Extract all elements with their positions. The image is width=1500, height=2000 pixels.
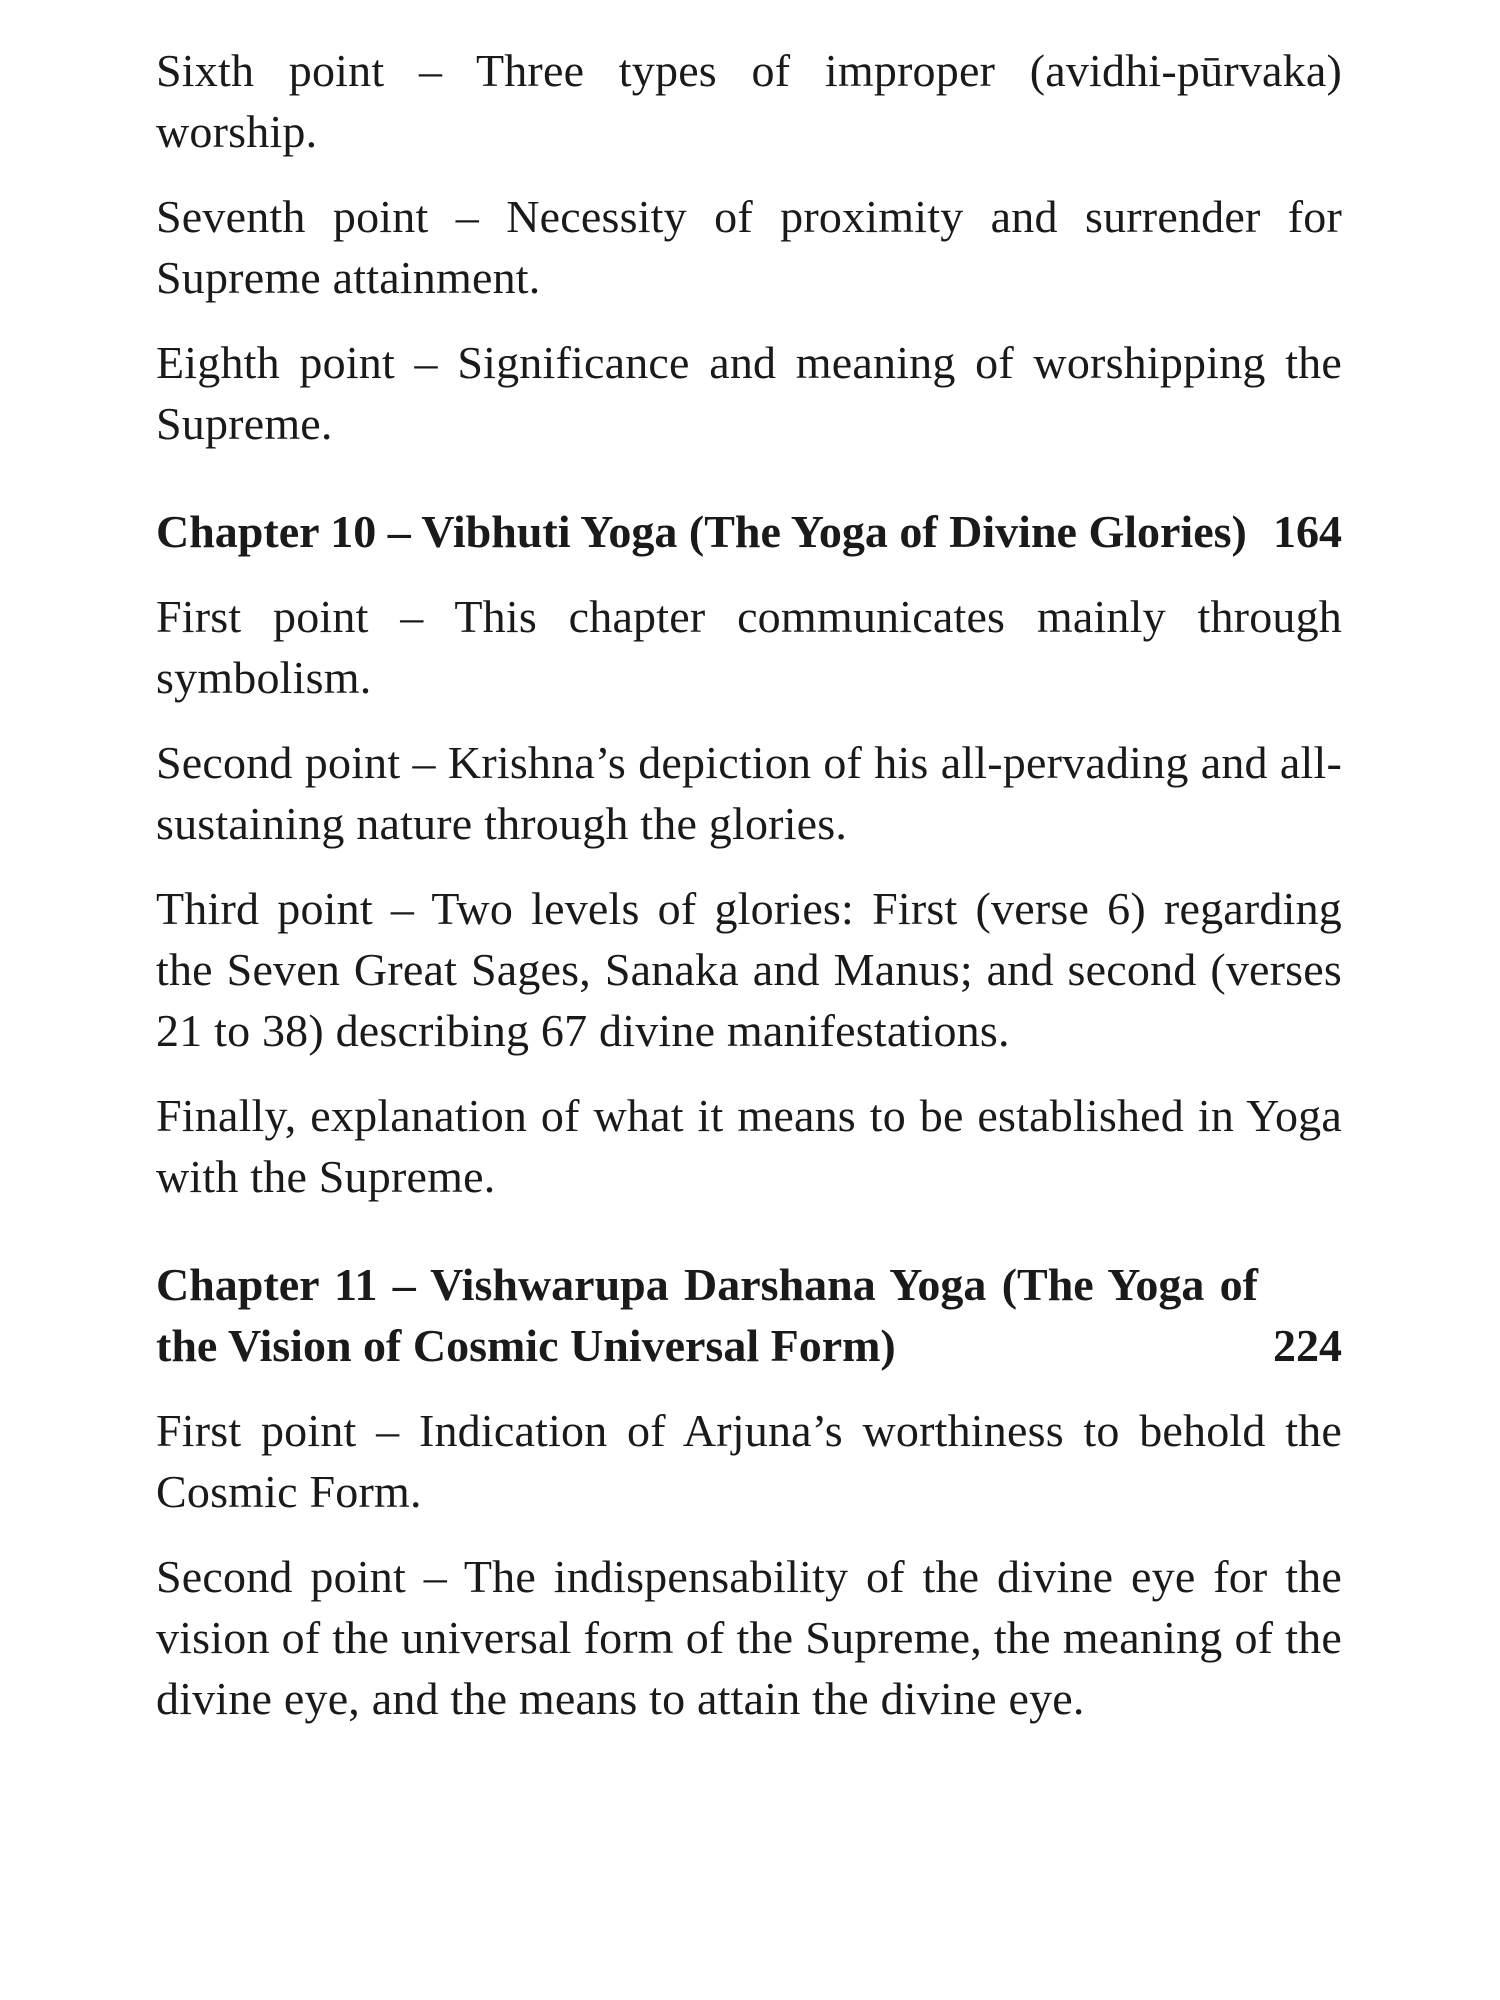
document-body	[156, 40, 1342, 1753]
chapter-heading	[156, 501, 1342, 562]
point-paragraph: Seventh point – Necessity of proximity and surrender for Supreme attainment.	[156, 191, 1342, 303]
point-paragraph: Third point – Two levels of glories: First (verse 6) regarding the Seven Great Sages, Sanaka and Manus; and second (verses 21 to 38) describing 67 divine manifestations.	[156, 883, 1342, 1056]
point-paragraph: Second point – Krishna’s depiction of his all-pervading and all-sustaining nature through the glories.	[156, 737, 1342, 849]
point-paragraph: First point – Indication of Arjuna’s worthiness to behold the Cosmic Form.	[156, 1405, 1342, 1517]
point-paragraph: Sixth point – Three types of improper (avidhi-pūrvaka) worship.	[156, 45, 1342, 157]
point-paragraph: First point – This chapter communicates mainly through symbolism.	[156, 591, 1342, 703]
chapter-heading	[156, 1254, 1342, 1376]
chapter-page-number: 164	[1273, 506, 1342, 557]
chapter-page-number: 224	[1273, 1320, 1342, 1371]
point-paragraph: Second point – The indispensability of the divine eye for the vision of the universal form of the Supreme, the meaning of the divine eye, and the means to attain the divine eye.	[156, 1551, 1342, 1724]
point-paragraph: Eighth point – Significance and meaning of worshipping the Supreme.	[156, 337, 1342, 449]
chapter-title: Chapter 10 – Vibhuti Yoga (The Yoga of Divine Glories)	[156, 506, 1247, 557]
chapter-title: Chapter 11 – Vishwarupa Darshana Yoga (The Yoga of the Vision of Cosmic Universal Form)	[156, 1259, 1258, 1371]
point-paragraph: Finally, explanation of what it means to be established in Yoga with the Supreme.	[156, 1090, 1342, 1202]
